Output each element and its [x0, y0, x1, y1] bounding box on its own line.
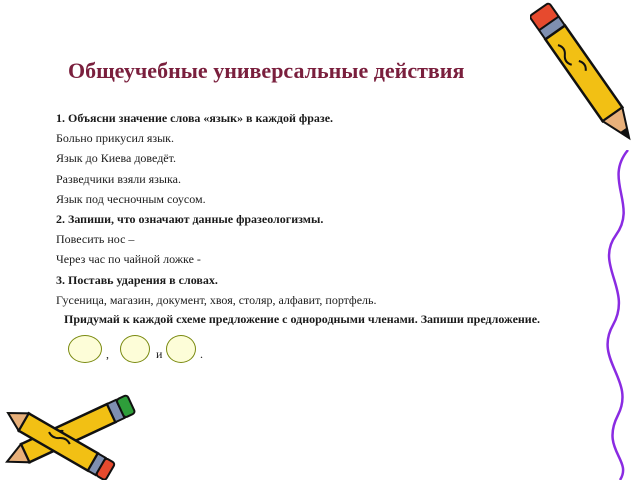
task-line-7: Повесить нос –	[56, 232, 135, 247]
task-line-4: Разведчики взяли языка.	[56, 171, 181, 186]
scheme-oval-3	[166, 335, 196, 363]
page-title: Общеучебные универсальные действия	[68, 58, 465, 83]
task-list	[56, 108, 576, 310]
pencil-icon	[0, 405, 120, 480]
sentence-scheme	[68, 335, 268, 365]
pencil-icon	[530, 0, 640, 150]
task-line-10: Гусеница, магазин, документ, хвоя, столяр, алфавит, портфель.	[56, 292, 377, 307]
scheme-oval-1	[68, 335, 102, 363]
scheme-oval-2	[120, 335, 150, 363]
scheme-conj: и	[156, 347, 163, 361]
task-line-6: 2. Запиши, что означают данные фразеологизмы.	[56, 212, 324, 227]
task-line-9: 3. Поставь ударения в словах.	[56, 272, 218, 287]
squiggle-line-icon	[598, 150, 640, 480]
scheme-comma: ,	[106, 347, 109, 361]
task-line-5: Язык под чесночным соусом.	[56, 191, 206, 206]
task-line-3: Язык до Киева доведёт.	[56, 151, 176, 166]
task-4-instruction: Придумай к каждой схеме предложение с однородными членами. Запиши предложение.	[64, 312, 541, 326]
task-line-8: Через час по чайной ложке -	[56, 252, 201, 267]
task-line-1: 1. Объясни значение слова «язык» в каждой фразе.	[56, 111, 334, 125]
task-line-2: Больно прикусил язык.	[56, 131, 175, 146]
scheme-period: .	[200, 347, 203, 361]
